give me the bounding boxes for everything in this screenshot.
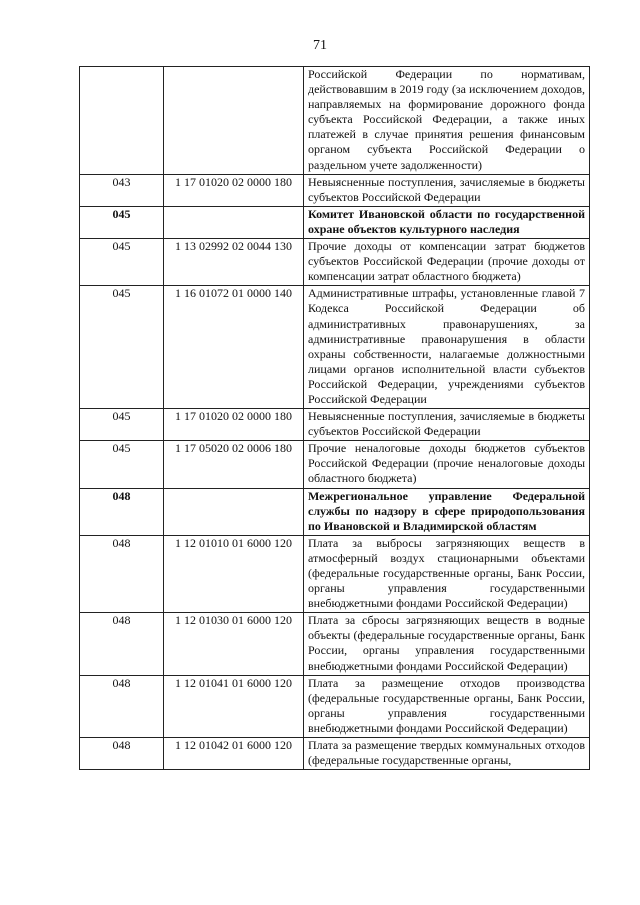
description-cell: Невыясненные поступления, зачисляемые в бюджеты субъектов Российской Федерации bbox=[304, 174, 590, 206]
description-cell: Невыясненные поступления, зачисляемые в бюджеты субъектов Российской Федерации bbox=[304, 409, 590, 441]
description-cell: Прочие неналоговые доходы бюджетов субъектов Российской Федерации (прочие неналоговые доходы областного бюджета) bbox=[304, 441, 590, 488]
admin-code-cell bbox=[80, 67, 164, 175]
admin-code-cell: 045 bbox=[80, 409, 164, 441]
table-row bbox=[80, 675, 590, 737]
table-row bbox=[80, 174, 590, 206]
kbk-code-cell bbox=[164, 206, 304, 238]
admin-code-cell: 048 bbox=[80, 675, 164, 737]
description-cell: Прочие доходы от компенсации затрат бюджетов субъектов Российской Федерации (прочие доходы от компенсации затрат областного бюджета) bbox=[304, 239, 590, 286]
admin-code-cell: 045 bbox=[80, 441, 164, 488]
table-row bbox=[80, 239, 590, 286]
kbk-code-cell: 1 13 02992 02 0044 130 bbox=[164, 239, 304, 286]
table-row bbox=[80, 535, 590, 612]
kbk-code-cell: 1 16 01072 01 0000 140 bbox=[164, 286, 304, 409]
kbk-code-cell: 1 17 01020 02 0000 180 bbox=[164, 174, 304, 206]
description-cell: Административные штрафы, установленные главой 7 Кодекса Российской Федерации об административных правонарушениях, за административные правонарушения в области охраны собственности, налагаемые должностными лицами органов исполнительной власти субъектов Российской Федерации, учреждениями субъектов Российской Федерации bbox=[304, 286, 590, 409]
kbk-code-cell bbox=[164, 488, 304, 535]
admin-code-cell: 048 bbox=[80, 738, 164, 770]
kbk-code-cell: 1 17 05020 02 0006 180 bbox=[164, 441, 304, 488]
description-cell: Межрегиональное управление Федеральной службы по надзору в сфере природопользования по Ивановской и Владимирской областям bbox=[304, 488, 590, 535]
kbk-code-cell: 1 12 01030 01 6000 120 bbox=[164, 613, 304, 675]
table-row bbox=[80, 738, 590, 770]
admin-code-cell: 045 bbox=[80, 286, 164, 409]
admin-code-cell: 048 bbox=[80, 488, 164, 535]
description-cell: Плата за размещение отходов производства (федеральные государственные органы, Банк России, органы управления государственными внебюджетными фондами Российской Федерации) bbox=[304, 675, 590, 737]
kbk-code-cell: 1 12 01010 01 6000 120 bbox=[164, 535, 304, 612]
admin-code-cell: 045 bbox=[80, 206, 164, 238]
table-row bbox=[80, 488, 590, 535]
description-cell: Российской Федерации по нормативам, действовавшим в 2019 году (за исключением доходов, направляемых на формирование дорожного фонда субъекта Российской Федерации, а также иных платежей в случае принятия решения финансовым органом субъекта Российской Федерации о раздельном учете задолженности) bbox=[304, 67, 590, 175]
description-cell: Плата за сбросы загрязняющих веществ в водные объекты (федеральные государственные органы, Банк России, органы управления государственными внебюджетными фондами Российской Федерации) bbox=[304, 613, 590, 675]
table-row bbox=[80, 67, 590, 175]
kbk-code-cell: 1 17 01020 02 0000 180 bbox=[164, 409, 304, 441]
revenue-table bbox=[79, 66, 590, 770]
admin-code-cell: 048 bbox=[80, 535, 164, 612]
kbk-code-cell bbox=[164, 67, 304, 175]
description-cell: Плата за размещение твердых коммунальных отходов (федеральные государственные органы, bbox=[304, 738, 590, 770]
description-cell: Плата за выбросы загрязняющих веществ в атмосферный воздух стационарными объектами (федеральные государственные органы, Банк России, органы управления государственными внебюджетными фондами Российской Федерации) bbox=[304, 535, 590, 612]
admin-code-cell: 043 bbox=[80, 174, 164, 206]
table-row bbox=[80, 613, 590, 675]
description-cell: Комитет Ивановской области по государственной охране объектов культурного наследия bbox=[304, 206, 590, 238]
kbk-code-cell: 1 12 01041 01 6000 120 bbox=[164, 675, 304, 737]
table-row bbox=[80, 441, 590, 488]
table-row bbox=[80, 409, 590, 441]
table-row bbox=[80, 286, 590, 409]
table-row bbox=[80, 206, 590, 238]
kbk-code-cell: 1 12 01042 01 6000 120 bbox=[164, 738, 304, 770]
page-number: 71 bbox=[313, 38, 327, 53]
admin-code-cell: 045 bbox=[80, 239, 164, 286]
admin-code-cell: 048 bbox=[80, 613, 164, 675]
